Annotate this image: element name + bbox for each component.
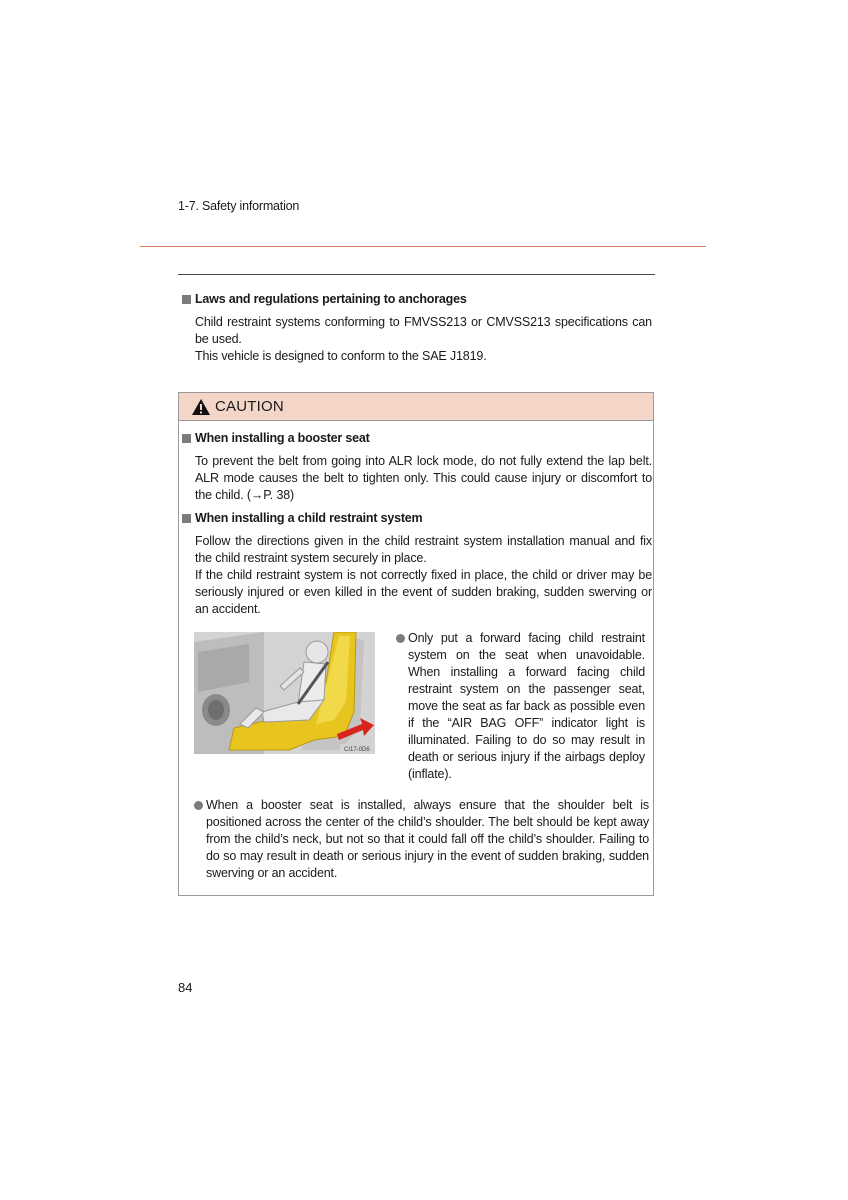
warning-triangle-icon bbox=[191, 398, 211, 416]
caution-label: CAUTION bbox=[215, 398, 284, 415]
caution-header bbox=[179, 393, 653, 421]
child-restraint-heading-row bbox=[182, 510, 652, 527]
booster-belt-bullet bbox=[194, 797, 649, 882]
header-divider bbox=[140, 246, 706, 247]
child-restraint-section bbox=[182, 510, 652, 618]
child-restraint-text-2: If the child restraint system is not correctly fixed in place, the child or driver may be seriously injured or even killed in the event of sudden braking, sudden swerving or an accident. bbox=[195, 568, 652, 616]
child-restraint-text-1: Follow the directions given in the child restraint system installation manual and fix the child restraint system securely in place. bbox=[195, 534, 652, 565]
laws-text-2: This vehicle is designed to conform to the SAE J1819. bbox=[195, 349, 487, 363]
booster-heading-row bbox=[182, 430, 652, 447]
content-divider bbox=[178, 274, 655, 275]
round-bullet-icon bbox=[396, 634, 405, 643]
round-bullet-icon bbox=[194, 801, 203, 810]
square-bullet-icon bbox=[182, 295, 191, 304]
laws-text-1: Child restraint systems conforming to FMVSS213 or CMVSS213 specifications can be used. bbox=[195, 315, 652, 346]
page-number: 84 bbox=[178, 980, 193, 995]
square-bullet-icon bbox=[182, 434, 191, 443]
child-seat-illustration bbox=[194, 632, 375, 754]
square-bullet-icon bbox=[182, 514, 191, 523]
section-title: 1-7. Safety information bbox=[178, 199, 300, 213]
laws-heading: Laws and regulations pertaining to anchorages bbox=[195, 292, 467, 306]
booster-heading: When installing a booster seat bbox=[195, 431, 370, 445]
figure-code: CI17-0D6 bbox=[344, 747, 370, 753]
laws-heading-row bbox=[182, 291, 652, 308]
booster-belt-text: When a booster seat is installed, always ensure that the shoulder belt is positioned across the center of the child’s shoulder. The belt should be kept away from the child’s neck, but not so that it could fall off the child’s shoulder. Failing to do so may result in death or serious injury in the event of sudden braking, sudden swerving or an accident. bbox=[206, 798, 649, 880]
laws-section bbox=[182, 291, 652, 365]
booster-section bbox=[182, 430, 652, 504]
child-restraint-heading: When installing a child restraint system bbox=[195, 511, 423, 525]
booster-text: To prevent the belt from going into ALR lock mode, do not fully extend the lap belt. ALR mode causes the belt to tighten only. This could cause injury or discomfort to the child. (→P. 38) bbox=[195, 454, 652, 502]
forward-facing-text: Only put a forward facing child restraint system on the seat when unavoidable. When installing a forward facing child restraint system on the passenger seat, move the seat as far back as possible even if the “AIR BAG OFF” indicator light is illuminated. Failing to do so may result in death or serious injury if the airbags deploy (inflate). bbox=[408, 631, 645, 781]
forward-facing-bullet bbox=[396, 630, 645, 783]
